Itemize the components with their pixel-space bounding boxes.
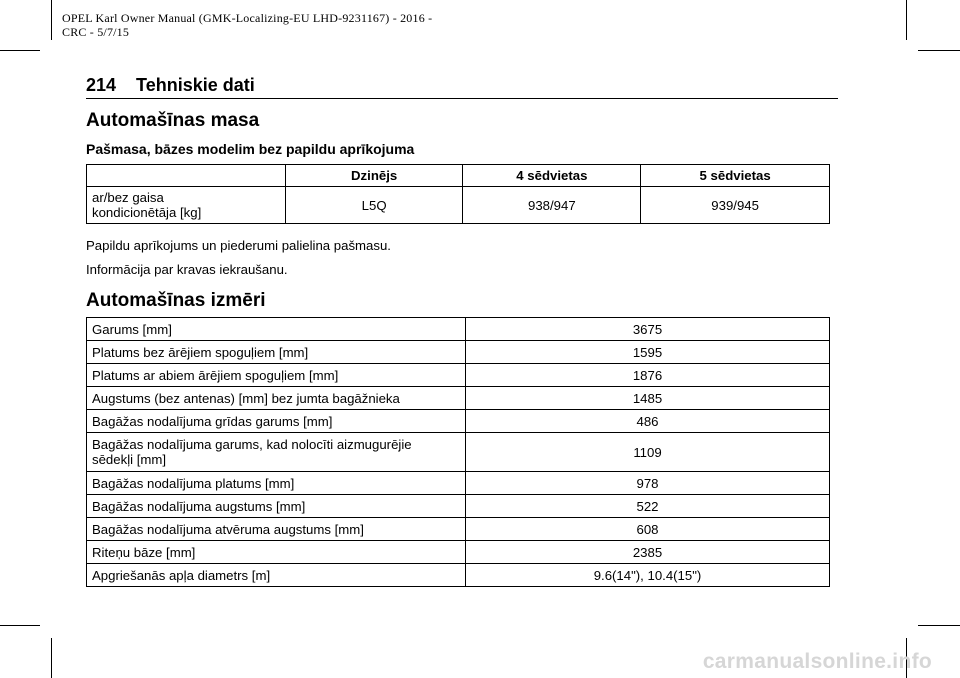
crop-mark-top-right-v <box>906 0 907 40</box>
table-row <box>87 518 830 541</box>
mass-row-5-seats: 939/945 <box>641 187 830 224</box>
mass-table-header-empty <box>87 165 286 187</box>
crop-mark-bottom-left-h <box>0 625 40 626</box>
table-row <box>87 341 830 364</box>
dim-label-trunk-opening-height: Bagāžas nodalījuma atvēruma augstums [mm] <box>87 518 466 541</box>
table-row <box>87 364 830 387</box>
table-row <box>87 541 830 564</box>
dim-label-trunk-floor-length: Bagāžas nodalījuma grīdas garums [mm] <box>87 410 466 433</box>
crop-mark-top-left-h <box>0 50 40 51</box>
section-title-mass: Automašīnas masa <box>86 110 260 131</box>
dim-value-trunk-height: 522 <box>466 495 830 518</box>
mass-table-header-row <box>87 165 830 187</box>
dim-value-trunk-length-folded: 1109 <box>466 433 830 472</box>
table-row <box>87 410 830 433</box>
table-row <box>87 472 830 495</box>
table-row <box>87 495 830 518</box>
dim-label-trunk-width: Bagāžas nodalījuma platums [mm] <box>87 472 466 495</box>
document-header-meta: OPEL Karl Owner Manual (GMK-Localizing-EU LHD-9231167) - 2016 - CRC - 5/7/15 <box>62 11 433 39</box>
dim-label-width-no-mirrors: Platums bez ārējiem spoguļiem [mm] <box>87 341 466 364</box>
table-row <box>87 564 830 587</box>
dim-label-width-mirrors: Platums ar abiem ārējiem spoguļiem [mm] <box>87 364 466 387</box>
dim-value-width-mirrors: 1876 <box>466 364 830 387</box>
mass-table-header-4-seats: 4 sēdvietas <box>463 165 641 187</box>
crop-mark-top-right-h <box>918 50 960 51</box>
mass-table-header-engine: Dzinējs <box>285 165 463 187</box>
dim-label-trunk-height: Bagāžas nodalījuma augstums [mm] <box>87 495 466 518</box>
table-row <box>87 387 830 410</box>
dim-label-wheelbase: Riteņu bāze [mm] <box>87 541 466 564</box>
dim-value-trunk-floor-length: 486 <box>466 410 830 433</box>
dim-label-height: Augstums (bez antenas) [mm] bez jumta bagāžnieka <box>87 387 466 410</box>
dim-value-wheelbase: 2385 <box>466 541 830 564</box>
mass-table <box>86 164 830 224</box>
dim-label-length: Garums [mm] <box>87 318 466 341</box>
dim-value-trunk-opening-height: 608 <box>466 518 830 541</box>
mass-table-header-5-seats: 5 sēdvietas <box>641 165 830 187</box>
mass-row-label: ar/bez gaisa kondicionētāja [kg] <box>87 187 286 224</box>
table-row <box>87 318 830 341</box>
page-number: 214 <box>86 75 117 95</box>
dim-value-height: 1485 <box>466 387 830 410</box>
table-row <box>87 433 830 472</box>
mass-note-loading: Informācija par kravas iekraušanu. <box>86 262 288 277</box>
mass-row-engine: L5Q <box>285 187 463 224</box>
site-watermark: carmanualsonline.info <box>702 650 932 673</box>
crop-mark-top-left-v <box>51 0 52 40</box>
mass-table-row <box>87 187 830 224</box>
page-heading <box>86 75 255 96</box>
dimensions-table <box>86 317 830 587</box>
dim-label-trunk-length-folded: Bagāžas nodalījuma garums, kad nolocīti aizmugurējie sēdekļi [mm] <box>87 433 466 472</box>
dim-value-width-no-mirrors: 1595 <box>466 341 830 364</box>
dim-label-turning-circle: Apgriešanās apļa diametrs [m] <box>87 564 466 587</box>
dim-value-turning-circle: 9.6(14"), 10.4(15") <box>466 564 830 587</box>
mass-row-4-seats: 938/947 <box>463 187 641 224</box>
section-subtitle-mass: Pašmasa, bāzes modelim bez papildu aprīkojuma <box>86 141 415 157</box>
heading-divider <box>86 98 838 99</box>
dim-value-trunk-width: 978 <box>466 472 830 495</box>
chapter-title: Tehniskie dati <box>136 75 255 95</box>
mass-note-equipment: Papildu aprīkojums un piederumi palielina pašmasu. <box>86 238 391 253</box>
crop-mark-bottom-left-v <box>51 638 52 678</box>
dim-value-length: 3675 <box>466 318 830 341</box>
crop-mark-bottom-right-h <box>918 625 960 626</box>
section-title-dimensions: Automašīnas izmēri <box>86 290 266 311</box>
